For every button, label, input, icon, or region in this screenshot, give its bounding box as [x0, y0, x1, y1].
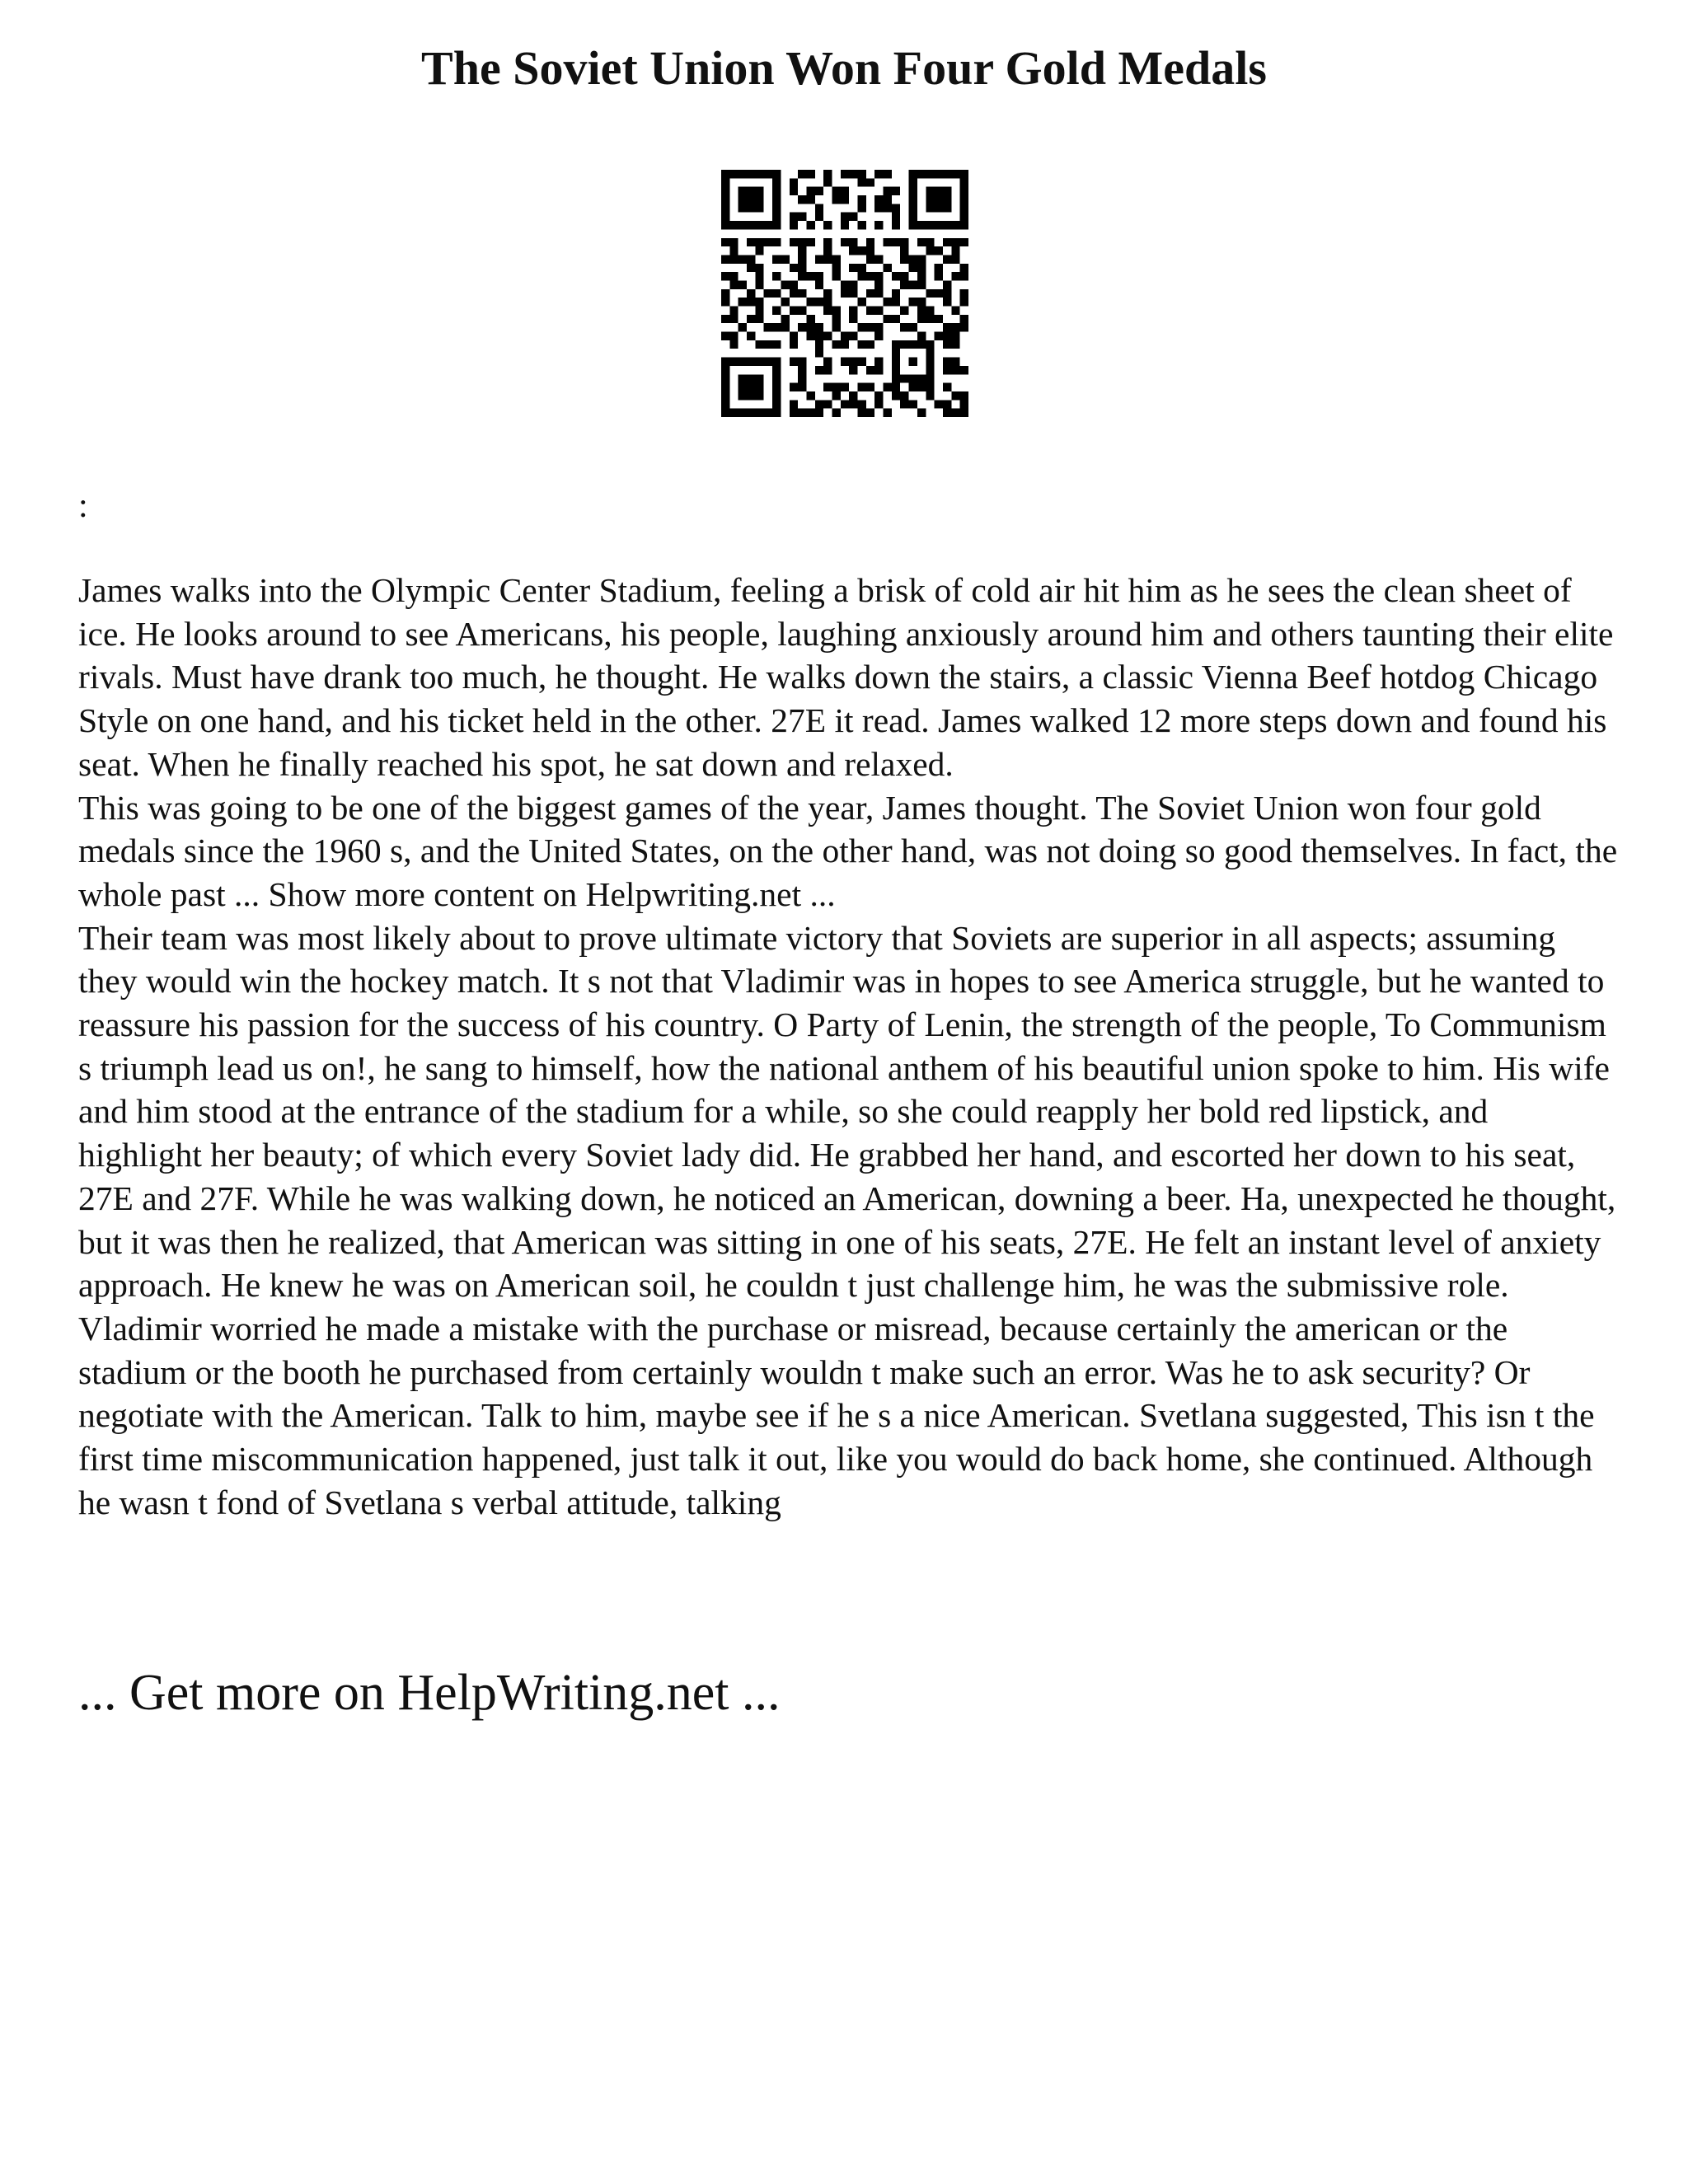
page-title: The Soviet Union Won Four Gold Medals	[421, 41, 1267, 95]
get-more-link[interactable]: ... Get more on HelpWriting.net ...	[78, 1665, 781, 1721]
qr-code-icon	[721, 170, 968, 417]
colon-marker: :	[78, 487, 88, 525]
paragraph: This was going to be one of the biggest games of the year, James thought. The Soviet Union won four gold medals since the 1960 s, and the United States, on the other hand, was not doing so good themselves. In fact, the whole past ... Show more content on Helpwriting.net ...	[78, 788, 1618, 913]
paragraph: Their team was most likely about to prove ultimate victory that Soviets are superior in all aspects; assuming they would win the hockey match. It s not that Vladimir was in hopes to see America struggle, but he wanted to reassure his passion for the success of his country. O Party of Lenin, the strength of the people, To Communism s triumph lead us on!, he sang to himself, how the national anthem of his beautiful union spoke to him. His wife and him stood at the entrance of the stadium for a while, so she could reapply her bold red lipstick, and highlight her beauty; of which every Soviet lady did. He grabbed her hand, and escorted her down to his seat, 27E and 27F. While he was walking down, he noticed an American, downing a beer. Ha, unexpected he thought, but it was then he realized, that American was sitting in one of his seats, 27E. He felt an instant level of anxiety approach. He knew he was on American soil, he couldn t just challenge him, he was the submissive role. Vladimir worried he made a mistake with the purchase or misread, because certainly the american or the stadium or the booth he purchased from certainly wouldn t make such an error. Was he to ask security? Or negotiate with the American. Talk to him, maybe see if he s a nice American. Svetlana suggested, This isn t the first time miscommunication happened, just talk it out, like you would do back home, she continued. Although he wasn t fond of Svetlana s verbal attitude, talking	[78, 918, 1616, 1521]
article-body	[78, 569, 1620, 1524]
paragraph: James walks into the Olympic Center Stadium, feeling a brisk of cold air hit him as he sees the clean sheet of ice. He looks around to see Americans, his people, laughing anxiously around him and others taunting their elite rivals. Must have drank too much, he thought. He walks down the stairs, a classic Vienna Beef hotdog Chicago Style on one hand, and his ticket held in the other. 27E it read. James walked 12 more steps down and found his seat. When he finally reached his spot, he sat down and relaxed.	[78, 571, 1614, 783]
